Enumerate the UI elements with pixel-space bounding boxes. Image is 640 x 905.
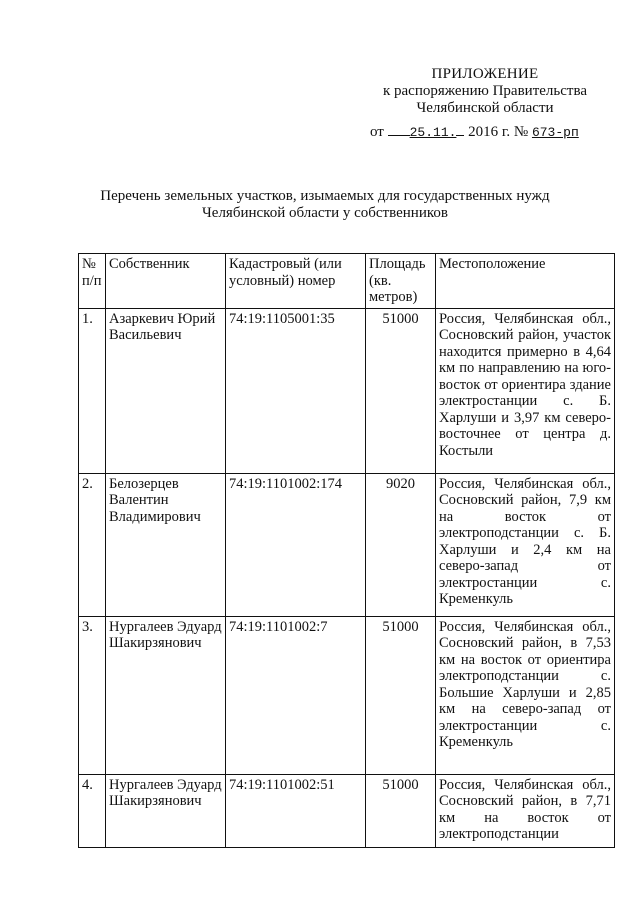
appendix-header (360, 66, 610, 141)
document-title (90, 188, 560, 222)
row-owner: Белозерцев Валентин Владимирович (106, 473, 226, 616)
appendix-line-2: к распоряжению Правительства (382, 83, 587, 99)
row-cadastral: 74:19:1101002:174 (226, 473, 366, 616)
row-owner: Нургалеев Эдуард Шакирзянович (106, 616, 226, 774)
header-area: Площадь (кв. метров) (366, 254, 436, 309)
row-num: 2. (79, 473, 106, 616)
row-cadastral: 74:19:1101002:51 (226, 774, 366, 847)
row-num: 1. (79, 308, 106, 473)
date-underline (388, 125, 410, 136)
header-num: № п/п (79, 254, 106, 309)
row-area: 51000 (366, 774, 436, 847)
document-title-line-2: Челябинской области у собственников (202, 205, 448, 221)
year-and-number-sign: 2016 г. № (468, 124, 529, 140)
table-row (79, 774, 615, 847)
table-row (79, 616, 615, 774)
row-owner: Нургалеев Эдуард Шакирзянович (106, 774, 226, 847)
table-row (79, 308, 615, 473)
land-plots-table (78, 253, 615, 848)
row-num: 3. (79, 616, 106, 774)
date-prefix: от (370, 124, 384, 140)
row-cadastral: 74:19:1101002:7 (226, 616, 366, 774)
header-location: Местоположение (436, 254, 615, 309)
appendix-line-3: Челябинской области (416, 100, 554, 116)
document-title-line-1: Перечень земельных участков, изымаемых для государственных нужд (100, 188, 550, 204)
row-location: Россия, Челябинская обл., Сосновский район, в 7,71 км на восток от электроподстанции (436, 774, 615, 847)
appendix-dateline (360, 124, 610, 141)
row-location: Россия, Челябинская обл., Сосновский район, в 7,53 км на восток от ориентира электроподстанции с. Большие Харлуши и 2,85 км на северо-запад от электростанции с. Кременкуль (436, 616, 615, 774)
row-cadastral: 74:19:1105001:35 (226, 308, 366, 473)
row-location: Россия, Челябинская обл., Сосновский район, участок находится примерно в 4,64 км по направлению на юго-восток от ориентира здание электростанции с. Б. Харлуши и 3,97 км северо-восточнее от центра д. Костыли (436, 308, 615, 473)
row-area: 51000 (366, 308, 436, 473)
table-row (79, 473, 615, 616)
row-owner: Азаркевич Юрий Васильевич (106, 308, 226, 473)
row-area: 9020 (366, 473, 436, 616)
row-location: Россия, Челябинская обл., Сосновский район, 7,9 км на восток от электроподстанции с. Б. Харлуши и 2,4 км на северо-запад от электростанции с. Кременкуль (436, 473, 615, 616)
header-cadastral: Кадастровый (или условный) номер (226, 254, 366, 309)
appendix-title: ПРИЛОЖЕНИЕ (431, 66, 539, 82)
date-underline-tail (456, 125, 464, 136)
row-num: 4. (79, 774, 106, 847)
order-date: 25.11. (409, 125, 457, 140)
order-number: 673-рп (531, 125, 579, 140)
row-area: 51000 (366, 616, 436, 774)
table-header-row (79, 254, 615, 309)
header-owner: Собственник (106, 254, 226, 309)
